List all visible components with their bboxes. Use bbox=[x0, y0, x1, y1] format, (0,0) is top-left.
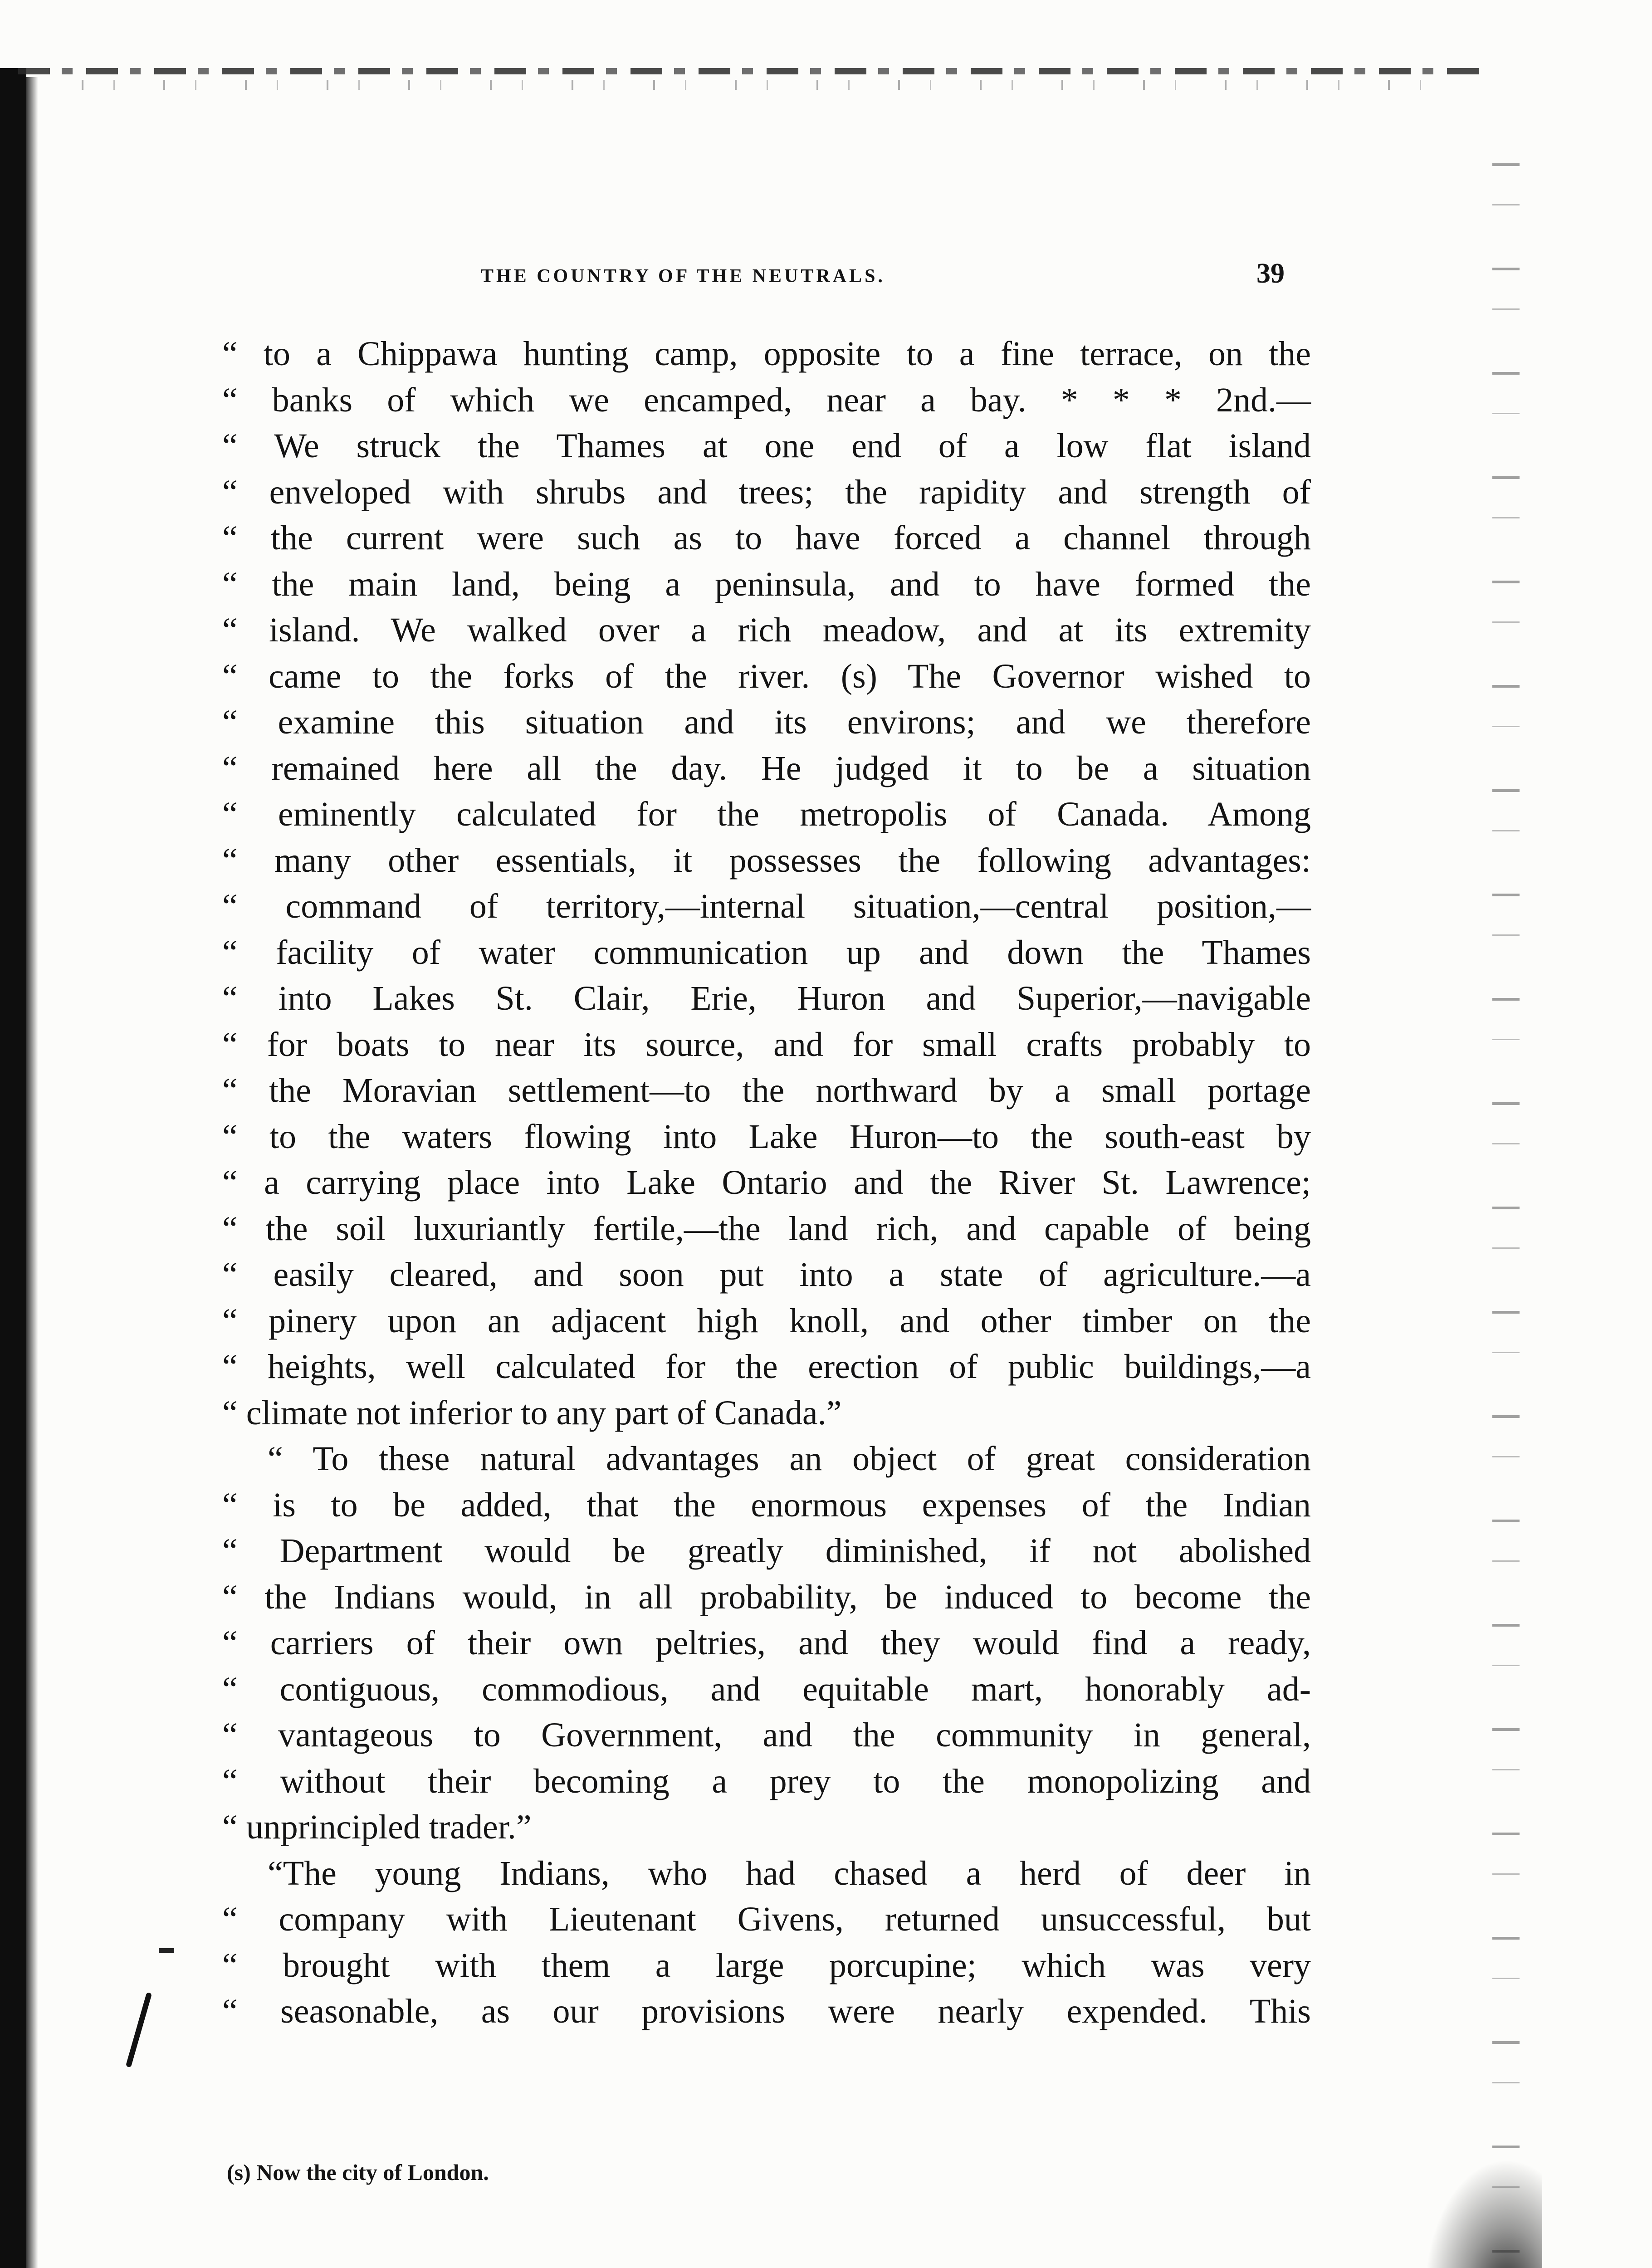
text-line: “ pinery upon an adjacent high knoll, and other timber on the bbox=[222, 1301, 1311, 1340]
footnote: (s) Now the city of London. bbox=[227, 2160, 489, 2185]
text-line: “ many other essentials, it possesses the following advantages: bbox=[222, 841, 1311, 880]
margin-dash bbox=[159, 1948, 174, 1953]
text-line: “ island. We walked over a rich meadow, and at its extremity bbox=[222, 611, 1311, 649]
text-line: “ Department would be greatly diminished, if not abolished bbox=[222, 1532, 1311, 1570]
text-line: “ command of territory,—internal situation,—central position,— bbox=[222, 887, 1311, 925]
text-line: “ banks of which we encamped, near a bay. * * * 2nd.— bbox=[222, 381, 1311, 419]
text-line: “ company with Lieutenant Givens, returned unsuccessful, but bbox=[222, 1900, 1311, 1938]
paragraph bbox=[222, 1851, 1311, 2035]
text-line: “ enveloped with shrubs and trees; the rapidity and strength of bbox=[222, 473, 1311, 511]
text-line: “ To these natural advantages an object of great consideration bbox=[268, 1440, 1311, 1478]
paragraph bbox=[222, 331, 1311, 1436]
page-number: 39 bbox=[1256, 258, 1285, 289]
text-line: “ vantageous to Government, and the community in general, bbox=[222, 1716, 1311, 1754]
text-line: “ to a Chippawa hunting camp, opposite to a fine terrace, on the bbox=[222, 335, 1311, 373]
text-line: “ We struck the Thames at one end of a low flat island bbox=[222, 427, 1311, 465]
text-line: “ to the waters flowing into Lake Huron—to the south-east by bbox=[222, 1117, 1311, 1156]
text-line: “ eminently calculated for the metropolis of Canada. Among bbox=[222, 795, 1311, 833]
text-line: “ the main land, being a peninsula, and to have formed the bbox=[222, 565, 1311, 603]
scan-right-noise bbox=[1492, 136, 1520, 2268]
text-line: “ climate not inferior to any part of Canada.” bbox=[222, 1393, 842, 1432]
scan-smudge bbox=[1424, 2159, 1542, 2268]
text-line: “ into Lakes St. Clair, Erie, Huron and Superior,—navigable bbox=[222, 979, 1311, 1017]
text-line: “ for boats to near its source, and for small crafts probably to bbox=[222, 1025, 1311, 1064]
text-line: “ without their becoming a prey to the monopolizing and bbox=[222, 1762, 1311, 1800]
text-line: “The young Indians, who had chased a herd of deer in bbox=[268, 1854, 1311, 1892]
text-line: “ examine this situation and its environs; and we therefore bbox=[222, 703, 1311, 741]
text-line: “ carriers of their own peltries, and they would find a ready, bbox=[222, 1624, 1311, 1662]
scan-top-noise bbox=[64, 80, 1461, 90]
pencil-mark bbox=[126, 1992, 152, 2068]
text-line: “ heights, well calculated for the erection of public buildings,—a bbox=[222, 1348, 1311, 1386]
text-line: “ came to the forks of the river. (s) The Governor wished to bbox=[222, 657, 1311, 695]
text-line: “ the soil luxuriantly fertile,—the land rich, and capable of being bbox=[222, 1209, 1311, 1248]
text-line: “ brought with them a large porcupine; which was very bbox=[222, 1946, 1311, 1984]
text-line: “ seasonable, as our provisions were nearly expended. This bbox=[222, 1992, 1311, 2030]
paragraph bbox=[222, 1436, 1311, 1851]
running-head: THE COUNTRY OF THE NEUTRALS. bbox=[481, 266, 885, 287]
text-line: “ a carrying place into Lake Ontario and the River St. Lawrence; bbox=[222, 1163, 1311, 1202]
scan-left-edge bbox=[0, 68, 26, 2268]
text-line: “ remained here all the day. He judged it to be a situation bbox=[222, 749, 1311, 787]
scan-left-shadow bbox=[26, 77, 38, 2268]
text-line: “ facility of water communication up and down the Thames bbox=[222, 933, 1311, 972]
scan-top-edge bbox=[18, 68, 1483, 74]
text-line: “ unprincipled trader.” bbox=[222, 1808, 532, 1846]
text-line: “ is to be added, that the enormous expenses of the Indian bbox=[222, 1486, 1311, 1524]
text-line: “ the Moravian settlement—to the northward by a small portage bbox=[222, 1071, 1311, 1110]
text-line: “ the Indians would, in all probability, be induced to become the bbox=[222, 1578, 1311, 1616]
page-body bbox=[222, 331, 1311, 2035]
text-line: “ the current were such as to have forced a channel through bbox=[222, 519, 1311, 557]
text-line: “ easily cleared, and soon put into a state of agriculture.—a bbox=[222, 1256, 1311, 1294]
text-line: “ contiguous, commodious, and equitable mart, honorably ad- bbox=[222, 1670, 1311, 1708]
